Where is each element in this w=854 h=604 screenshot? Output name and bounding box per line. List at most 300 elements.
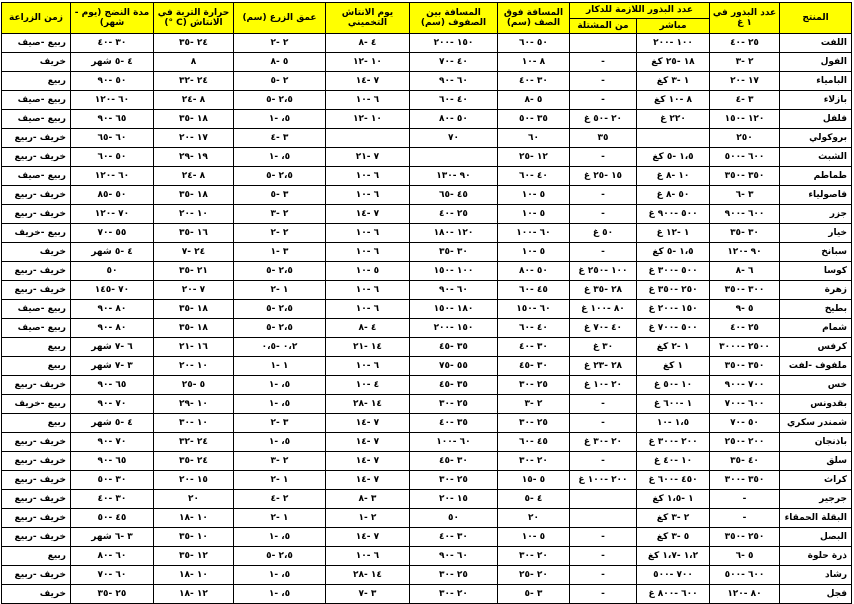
depth-cell: ٢،٥ -٥ bbox=[233, 300, 325, 319]
header-crop: المنتج bbox=[780, 3, 852, 34]
header-season: زمن الزراعة bbox=[1, 3, 70, 34]
seeds-direct-cell bbox=[637, 129, 710, 148]
germination-cell: ٢ -١ bbox=[325, 509, 409, 528]
maturity-cell: ٣ -٧ شهر bbox=[70, 357, 153, 376]
maturity-cell: ٦ -٧ شهر bbox=[70, 338, 153, 357]
maturity-cell: ٤ -٥ شهر bbox=[70, 53, 153, 72]
between-rows-cell: ١٥٠ -٢٠٠ bbox=[409, 34, 497, 53]
crop-cell: جرجير bbox=[780, 490, 852, 509]
seeds-per-gram-cell: ٣٥٠ -٣٥٠ bbox=[710, 167, 780, 186]
header-soil-temp: حرارة التربة في الانتاش (C °) bbox=[153, 3, 233, 34]
row-distance-cell: ٢٥ -٣٠ bbox=[497, 414, 569, 433]
between-rows-cell: ٤٠ -٧٠ bbox=[409, 53, 497, 72]
header-seeds-needed: عدد البذور اللازمة للدكار bbox=[569, 3, 709, 19]
table-row bbox=[1, 243, 851, 262]
maturity-cell: ٦٠ -٧٠ bbox=[70, 566, 153, 585]
season-cell: ربيع -صيف bbox=[1, 91, 70, 110]
season-cell: خريف -ربيع bbox=[1, 528, 70, 547]
crop-cell: شمندر سكري bbox=[780, 414, 852, 433]
between-rows-cell: ١٥٠ -٢٠٠ bbox=[409, 319, 497, 338]
depth-cell: ١ -١ bbox=[233, 357, 325, 376]
table-row bbox=[1, 452, 851, 471]
seeds-per-gram-cell: ٦ -٨ bbox=[710, 262, 780, 281]
crop-cell: فلفل bbox=[780, 110, 852, 129]
crop-cell: البقلة الحمقاء bbox=[780, 509, 852, 528]
maturity-cell: ٥٠ -٨٥ bbox=[70, 186, 153, 205]
header-row bbox=[1, 3, 851, 19]
season-cell: خريف -ربيع bbox=[1, 490, 70, 509]
seeds-per-gram-cell: ٣ -٤ bbox=[710, 91, 780, 110]
between-rows-cell: ٣٥ -٤٥ bbox=[409, 376, 497, 395]
temp-cell: ١٠ -٣٠ bbox=[153, 414, 233, 433]
seeds-per-gram-cell: ٣ -٦ bbox=[710, 186, 780, 205]
crop-cell: ذرة حلوة bbox=[780, 547, 852, 566]
table-row bbox=[1, 34, 851, 53]
germination-cell: ٦ -١٠ bbox=[325, 281, 409, 300]
maturity-cell: ٨٠ -٩٠ bbox=[70, 300, 153, 319]
season-cell: خريف -ربيع bbox=[1, 452, 70, 471]
seeds-per-gram-cell: ٦٠٠ -٥٠٠ bbox=[710, 566, 780, 585]
table-row bbox=[1, 338, 851, 357]
depth-cell: ٣ -٢ bbox=[233, 414, 325, 433]
row-distance-cell: ٥ -١٠ bbox=[497, 528, 569, 547]
seeds-per-gram-cell: ٢٥٠ -٣٥٠ bbox=[710, 528, 780, 547]
seeds-direct-cell: ١،٥ -٥ كغ bbox=[637, 148, 710, 167]
seeds-direct-cell: ١ -١،٥ كغ bbox=[637, 490, 710, 509]
germination-cell: ٣ -٨ bbox=[325, 490, 409, 509]
seeds-direct-cell: ٥٠٠ -٣٠٠ غ bbox=[637, 262, 710, 281]
between-rows-cell: ١٨٠ -١٥٠ bbox=[409, 300, 497, 319]
row-distance-cell: ٣٠ -٤٥ bbox=[497, 357, 569, 376]
seeds-nursery-cell: - bbox=[569, 395, 636, 414]
season-cell: خريف -ربيع bbox=[1, 262, 70, 281]
germination-cell: ٧ -١٤ bbox=[325, 433, 409, 452]
season-cell: خريف bbox=[1, 585, 70, 604]
season-cell: ربيع -صيف bbox=[1, 110, 70, 129]
header-germination-days: يوم الانتاش التخميني bbox=[325, 3, 409, 34]
seeds-nursery-cell: ٤٠ -٧٠ غ bbox=[569, 319, 636, 338]
between-rows-cell: ٣٠ -٤٠ bbox=[409, 528, 497, 547]
maturity-cell: ٦٥ -٩٠ bbox=[70, 110, 153, 129]
season-cell: خريف -ربيع bbox=[1, 433, 70, 452]
maturity-cell: ٦٥ -٩٠ bbox=[70, 452, 153, 471]
seeds-direct-cell: ٥٠٠ -٩٠٠ غ bbox=[637, 205, 710, 224]
maturity-cell: ٥٠ -٦٠ bbox=[70, 148, 153, 167]
maturity-cell: ٧٠ -٩٠ bbox=[70, 395, 153, 414]
depth-cell: ١ -٢ bbox=[233, 471, 325, 490]
seeds-direct-cell: ٧٠٠ -٥٠٠ bbox=[637, 566, 710, 585]
row-distance-cell: ٥ -١٥ bbox=[497, 471, 569, 490]
table-row bbox=[1, 357, 851, 376]
row-distance-cell: ٣٠ -٤٠ bbox=[497, 72, 569, 91]
depth-cell: ٢،٥ -٥ bbox=[233, 167, 325, 186]
between-rows-cell: ٢٥ -٤٠ bbox=[409, 205, 497, 224]
header-seeds-direct: مباشر bbox=[637, 18, 710, 34]
row-distance-cell: ٥ -١٠ bbox=[497, 243, 569, 262]
germination-cell: ١٠ -١٢ bbox=[325, 53, 409, 72]
seeds-direct-cell: ٥ -٣ كغ bbox=[637, 528, 710, 547]
temp-cell: ١٦ -٢١ bbox=[153, 338, 233, 357]
season-cell: خريف bbox=[1, 243, 70, 262]
germination-cell: ٦ -١٠ bbox=[325, 224, 409, 243]
maturity-cell: ٧٠ -٩٠ bbox=[70, 433, 153, 452]
seeds-direct-cell: ١ -٣ كغ bbox=[637, 72, 710, 91]
row-distance-cell: ٥ -١٠ bbox=[497, 186, 569, 205]
temp-cell: ٢١ -٣٥ bbox=[153, 262, 233, 281]
maturity-cell: ٥٠ -٩٠ bbox=[70, 72, 153, 91]
seeds-per-gram-cell: ٢ -٣ bbox=[710, 53, 780, 72]
between-rows-cell: ٦٠ -٩٠ bbox=[409, 72, 497, 91]
seeds-direct-cell: ٢٢٠ غ bbox=[637, 110, 710, 129]
table-row bbox=[1, 566, 851, 585]
germination-cell: ٣ -٧ bbox=[325, 585, 409, 604]
table-row bbox=[1, 528, 851, 547]
row-distance-cell: ٤٠ -٦٠ bbox=[497, 319, 569, 338]
germination-cell: ٦ -١٠ bbox=[325, 547, 409, 566]
season-cell: ربيع bbox=[1, 357, 70, 376]
header-sowing-depth: عمق الزرع (سم) bbox=[233, 3, 325, 34]
table-row bbox=[1, 395, 851, 414]
row-distance-cell: ٢ -٣ bbox=[497, 395, 569, 414]
germination-cell: ٤ -١٠ bbox=[325, 376, 409, 395]
depth-cell: ٢ -٥ bbox=[233, 72, 325, 91]
temp-cell: ١٠ -٢٩ bbox=[153, 395, 233, 414]
germination-cell: ١٤ -٢٨ bbox=[325, 566, 409, 585]
table-row bbox=[1, 167, 851, 186]
seeds-nursery-cell: - bbox=[569, 452, 636, 471]
season-cell: خريف -ربيع bbox=[1, 281, 70, 300]
temp-cell: ٢٤ -٣٢ bbox=[153, 72, 233, 91]
germination-cell: ١٠ -١٢ bbox=[325, 110, 409, 129]
seeds-nursery-cell: ٢٠ -١٠ غ bbox=[569, 376, 636, 395]
seeds-direct-cell: ١٨ -٢٥ كغ bbox=[637, 53, 710, 72]
crop-cell: باذنجان bbox=[780, 433, 852, 452]
between-rows-cell: ٥٠ bbox=[409, 509, 497, 528]
crop-cell: رشاد bbox=[780, 566, 852, 585]
seeds-per-gram-cell: ٦٠٠ -٥٠٠ bbox=[710, 148, 780, 167]
seeds-per-gram-cell: ٢٥ -٤٠ bbox=[710, 319, 780, 338]
maturity-cell: ٢٥ -٣٥ bbox=[70, 585, 153, 604]
germination-cell: ٦ -١٠ bbox=[325, 300, 409, 319]
seeds-nursery-cell: - bbox=[569, 528, 636, 547]
seeds-direct-cell: ١٠٠ -٢٠٠ bbox=[637, 34, 710, 53]
germination-cell: ٤ -٨ bbox=[325, 319, 409, 338]
maturity-cell: ٣٠ -٥٠ bbox=[70, 471, 153, 490]
crop-cell: خس bbox=[780, 376, 852, 395]
crop-cell: فاصولياء bbox=[780, 186, 852, 205]
row-distance-cell: ٢٠ -٢٥ bbox=[497, 566, 569, 585]
table-row bbox=[1, 509, 851, 528]
seeds-per-gram-cell: ٣٥٠ -٣٥٠ bbox=[710, 357, 780, 376]
between-rows-cell: ١٢٠ -١٨٠ bbox=[409, 224, 497, 243]
seeds-nursery-cell: - bbox=[569, 585, 636, 604]
depth-cell: ٢،٥ -٥ bbox=[233, 262, 325, 281]
planting-table bbox=[1, 2, 852, 604]
germination-cell: ٦ -١٠ bbox=[325, 186, 409, 205]
row-distance-cell: ٢٠ bbox=[497, 509, 569, 528]
germination-cell: ٧ -١٤ bbox=[325, 205, 409, 224]
seeds-nursery-cell: - bbox=[569, 414, 636, 433]
crop-cell: كراث bbox=[780, 471, 852, 490]
maturity-cell: ٣٠ -٤٠ bbox=[70, 34, 153, 53]
table-row bbox=[1, 585, 851, 604]
season-cell: خريف bbox=[1, 53, 70, 72]
seeds-per-gram-cell: ٩٠ -١٢٠ bbox=[710, 243, 780, 262]
depth-cell: ٢ -٢ bbox=[233, 224, 325, 243]
row-distance-cell: ٢٠ -٣٠ bbox=[497, 452, 569, 471]
germination-cell: ٧ -٢١ bbox=[325, 148, 409, 167]
temp-cell: ٨ -٢٤ bbox=[153, 91, 233, 110]
seeds-per-gram-cell: ٨٠ -١٢٠ bbox=[710, 585, 780, 604]
seeds-per-gram-cell: ٥ -٦ bbox=[710, 547, 780, 566]
between-rows-cell: ٣٥ -٤٠ bbox=[409, 414, 497, 433]
seeds-direct-cell: ٥٠٠ -٧٠٠ غ bbox=[637, 319, 710, 338]
temp-cell: ١٢ -١٨ bbox=[153, 585, 233, 604]
temp-cell: ١٦ -٣٥ bbox=[153, 224, 233, 243]
between-rows-cell: ١٥ -٢٠ bbox=[409, 490, 497, 509]
season-cell: ربيع bbox=[1, 338, 70, 357]
seeds-direct-cell: ٦٠٠ -٨٠٠ غ bbox=[637, 585, 710, 604]
table-row bbox=[1, 547, 851, 566]
seeds-nursery-cell: ٢٨ -٣٥ غ bbox=[569, 281, 636, 300]
maturity-cell: ٣ -٦ شهر bbox=[70, 528, 153, 547]
row-distance-cell: ٦٠ bbox=[497, 129, 569, 148]
crop-cell: البامياء bbox=[780, 72, 852, 91]
between-rows-cell: ٢٥ -٣٠ bbox=[409, 395, 497, 414]
seeds-per-gram-cell: ٥٠ -٧٠ bbox=[710, 414, 780, 433]
seeds-nursery-cell: - bbox=[569, 148, 636, 167]
table-row bbox=[1, 224, 851, 243]
germination-cell: ٦ -١٠ bbox=[325, 167, 409, 186]
season-cell: خريف -ربيع bbox=[1, 186, 70, 205]
maturity-cell: ٦٠ -٦٥ bbox=[70, 129, 153, 148]
between-rows-cell: ٢٥ -٣٠ bbox=[409, 566, 497, 585]
season-cell: خريف -ربيع bbox=[1, 148, 70, 167]
temp-cell: ٨ -٢٤ bbox=[153, 167, 233, 186]
seeds-direct-cell: ٢٠٠ -٣٠٠ غ bbox=[637, 433, 710, 452]
depth-cell: ٢،٥ -٥ bbox=[233, 319, 325, 338]
seeds-nursery-cell: - bbox=[569, 53, 636, 72]
row-distance-cell: ٥ -١٠ bbox=[497, 205, 569, 224]
seeds-per-gram-cell: ١٧ -٢٠ bbox=[710, 72, 780, 91]
between-rows-cell: ٣٠ -٣٥ bbox=[409, 243, 497, 262]
seeds-nursery-cell: - bbox=[569, 91, 636, 110]
depth-cell: ٢ -٢ bbox=[233, 34, 325, 53]
header-between-rows: المسافة بين الصفوف (سم) bbox=[409, 3, 497, 34]
row-distance-cell: ٦٠ -١٠٠ bbox=[497, 224, 569, 243]
seeds-nursery-cell: ٢٠ -٥٠ غ bbox=[569, 110, 636, 129]
depth-cell: ٥ -٨ bbox=[233, 53, 325, 72]
table-row bbox=[1, 433, 851, 452]
depth-cell: ١ -٢ bbox=[233, 281, 325, 300]
seeds-nursery-cell bbox=[569, 34, 636, 53]
season-cell: ربيع -صيف bbox=[1, 300, 70, 319]
temp-cell: ١٢ -٣٥ bbox=[153, 547, 233, 566]
between-rows-cell: ٢٥ -٣٠ bbox=[409, 471, 497, 490]
temp-cell: ١٠ -٣٥ bbox=[153, 528, 233, 547]
temp-cell: ٢٤ -٣٢ bbox=[153, 433, 233, 452]
seeds-direct-cell: ١٠ -٤٠ غ bbox=[637, 452, 710, 471]
season-cell: خريف -ربيع bbox=[1, 205, 70, 224]
crop-cell: بازلاء bbox=[780, 91, 852, 110]
seeds-direct-cell: ١،٢ -١،٧ كغ bbox=[637, 547, 710, 566]
crop-cell: الشبث bbox=[780, 148, 852, 167]
maturity-cell: ٤ -٥ شهر bbox=[70, 243, 153, 262]
temp-cell: ١٨ -٣٥ bbox=[153, 319, 233, 338]
germination-cell: ٧ -١٤ bbox=[325, 414, 409, 433]
seeds-nursery-cell: ١٠٠ -٢٥٠ غ bbox=[569, 262, 636, 281]
crop-cell: فجل bbox=[780, 585, 852, 604]
depth-cell: ٥، -١ bbox=[233, 433, 325, 452]
depth-cell: ٥، -١ bbox=[233, 110, 325, 129]
seeds-per-gram-cell: ٥ -٩ bbox=[710, 300, 780, 319]
season-cell: ربيع -صيف bbox=[1, 167, 70, 186]
between-rows-cell: ٣٠ -٤٥ bbox=[409, 452, 497, 471]
row-distance-cell: ٢٠ -٣٠ bbox=[497, 547, 569, 566]
crop-cell: كرفس bbox=[780, 338, 852, 357]
seeds-direct-cell: ٨ -١٠ كغ bbox=[637, 91, 710, 110]
header-maturity: مدة النضج (يوم - شهر) bbox=[70, 3, 153, 34]
maturity-cell: ٤ -٥ شهر bbox=[70, 414, 153, 433]
depth-cell: ٥، -١ bbox=[233, 566, 325, 585]
table-row bbox=[1, 300, 851, 319]
seeds-per-gram-cell: ٦٠٠ -٩٠٠ bbox=[710, 205, 780, 224]
between-rows-cell: ٤٠ -٦٠ bbox=[409, 91, 497, 110]
depth-cell: ٢،٥ -٥ bbox=[233, 547, 325, 566]
seeds-per-gram-cell: ٣٠ -٣٥ bbox=[710, 224, 780, 243]
table-row bbox=[1, 376, 851, 395]
depth-cell: ٣ -١ bbox=[233, 243, 325, 262]
germination-cell bbox=[325, 129, 409, 148]
seeds-direct-cell: ١ -١٢ غ bbox=[637, 224, 710, 243]
row-distance-cell: ٨ -١٠ bbox=[497, 53, 569, 72]
temp-cell: ١٨ -٣٥ bbox=[153, 186, 233, 205]
temp-cell: ١٨ -٣٥ bbox=[153, 300, 233, 319]
seeds-per-gram-cell: ٧٠٠ -٩٠٠ bbox=[710, 376, 780, 395]
table-row bbox=[1, 471, 851, 490]
row-distance-cell: ٥ -٨ bbox=[497, 91, 569, 110]
temp-cell: ١٠ -١٨ bbox=[153, 566, 233, 585]
table-row bbox=[1, 490, 851, 509]
seeds-direct-cell: ١٥٠ -٢٠٠ غ bbox=[637, 300, 710, 319]
temp-cell: ٧ -٢٠ bbox=[153, 281, 233, 300]
crop-cell: اللفت bbox=[780, 34, 852, 53]
crop-cell: ملفوف -لفت bbox=[780, 357, 852, 376]
seeds-nursery-cell: ٣٥ bbox=[569, 129, 636, 148]
between-rows-cell: ٦٠ -٩٠ bbox=[409, 547, 497, 566]
germination-cell: ٦ -١٠ bbox=[325, 91, 409, 110]
temp-cell: ١٠ -٢٠ bbox=[153, 357, 233, 376]
crop-cell: طماطم bbox=[780, 167, 852, 186]
row-distance-cell: ٥٠ -٨٠ bbox=[497, 262, 569, 281]
seeds-per-gram-cell: ٦٠٠ -٧٠٠ bbox=[710, 395, 780, 414]
germination-cell: ١٤ -٢٨ bbox=[325, 395, 409, 414]
temp-cell: ١٠ -٢٠ bbox=[153, 205, 233, 224]
seeds-direct-cell: ٢ -٣ كغ bbox=[637, 509, 710, 528]
header-seeds-nursery: من المشتلة bbox=[569, 18, 636, 34]
season-cell: ربيع bbox=[1, 72, 70, 91]
season-cell: خريف -ربيع bbox=[1, 471, 70, 490]
table-wrapper bbox=[2, 2, 852, 599]
depth-cell: ٥، -١ bbox=[233, 528, 325, 547]
maturity-cell: ٣٠ -٤٠ bbox=[70, 490, 153, 509]
row-distance-cell: ٢٥ -٣٠ bbox=[497, 376, 569, 395]
germination-cell: ١٤ -٢١ bbox=[325, 338, 409, 357]
between-rows-cell: ٣٥ -٤٥ bbox=[409, 338, 497, 357]
seeds-direct-cell: ١ -٢ كغ bbox=[637, 338, 710, 357]
between-rows-cell: ٦٠ -١٠٠ bbox=[409, 433, 497, 452]
crop-cell: بطيخ bbox=[780, 300, 852, 319]
temp-cell: ١٩ -٢٩ bbox=[153, 148, 233, 167]
maturity-cell: ٦٠ -١٢٠ bbox=[70, 167, 153, 186]
depth-cell: ٥، -١ bbox=[233, 585, 325, 604]
table-row bbox=[1, 148, 851, 167]
row-distance-cell: ٣٥ -٥٠ bbox=[497, 110, 569, 129]
table-row bbox=[1, 53, 851, 72]
seeds-nursery-cell bbox=[569, 490, 636, 509]
germination-cell: ٥ -١٠ bbox=[325, 262, 409, 281]
seeds-per-gram-cell: ٤٠ -٣٥ bbox=[710, 452, 780, 471]
seeds-nursery-cell bbox=[569, 509, 636, 528]
crop-cell: سلق bbox=[780, 452, 852, 471]
seeds-direct-cell: ٥٠ -٨ غ bbox=[637, 186, 710, 205]
season-cell: خريف -ربيع bbox=[1, 566, 70, 585]
maturity-cell: ٥٠ bbox=[70, 262, 153, 281]
seeds-per-gram-cell: ٣٥٠ -٣٠٠ bbox=[710, 471, 780, 490]
temp-cell: ١٥ -٢٠ bbox=[153, 471, 233, 490]
table-row bbox=[1, 319, 851, 338]
temp-cell: ٢٤ -٧ bbox=[153, 243, 233, 262]
temp-cell: ١٧ -٢٠ bbox=[153, 129, 233, 148]
depth-cell: ٣ -٤ bbox=[233, 129, 325, 148]
germination-cell: ٧ -١٤ bbox=[325, 471, 409, 490]
season-cell: خريف -ربيع bbox=[1, 129, 70, 148]
season-cell: خريف -ربيع bbox=[1, 376, 70, 395]
depth-cell: ١ -٢ bbox=[233, 509, 325, 528]
row-distance-cell: ٣٠ -٤٠ bbox=[497, 338, 569, 357]
season-cell: ربيع -خريف bbox=[1, 395, 70, 414]
maturity-cell: ٦٠ -١٢٠ bbox=[70, 91, 153, 110]
maturity-cell: ٧٠ -١٤٥ bbox=[70, 281, 153, 300]
crop-cell: الفول bbox=[780, 53, 852, 72]
between-rows-cell: ٢٠ -٣٠ bbox=[409, 585, 497, 604]
between-rows-cell: ٥٠ -٨٠ bbox=[409, 110, 497, 129]
seeds-direct-cell: ١ كغ bbox=[637, 357, 710, 376]
row-distance-cell: ٤٥ -٦٠ bbox=[497, 433, 569, 452]
header-seeds-per-gram: عدد البذور في ١ غ bbox=[710, 3, 780, 34]
temp-cell: ٢٤ -٣٥ bbox=[153, 452, 233, 471]
table-row bbox=[1, 110, 851, 129]
depth-cell: ٥، -١ bbox=[233, 148, 325, 167]
seeds-nursery-cell: - bbox=[569, 186, 636, 205]
row-distance-cell: ٤ -٥ bbox=[497, 490, 569, 509]
season-cell: خريف -ربيع bbox=[1, 509, 70, 528]
table-row bbox=[1, 129, 851, 148]
table-row bbox=[1, 414, 851, 433]
between-rows-cell: ٥٥ -٧٥ bbox=[409, 357, 497, 376]
seeds-per-gram-cell: ٢٥ -٤٠ bbox=[710, 34, 780, 53]
season-cell: ربيع bbox=[1, 547, 70, 566]
seeds-nursery-cell: - bbox=[569, 547, 636, 566]
seeds-direct-cell: ١،٥ -١٠ bbox=[637, 414, 710, 433]
table-row bbox=[1, 281, 851, 300]
crop-cell: خيار bbox=[780, 224, 852, 243]
crop-cell: زهرة bbox=[780, 281, 852, 300]
seeds-nursery-cell: - bbox=[569, 566, 636, 585]
season-cell: ربيع -خريف bbox=[1, 224, 70, 243]
table-row bbox=[1, 205, 851, 224]
between-rows-cell bbox=[409, 148, 497, 167]
